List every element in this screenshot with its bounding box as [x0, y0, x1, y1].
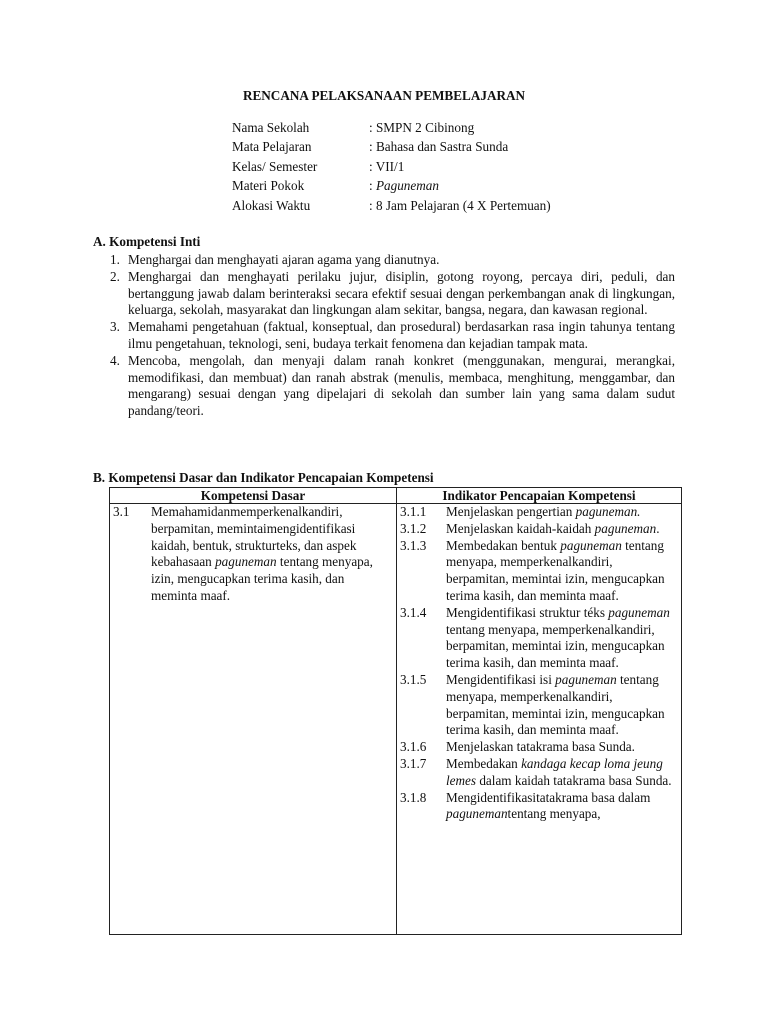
identity-value: : 8 Jam Pelajaran (4 X Pertemuan) [369, 197, 551, 213]
indicator-item [400, 739, 678, 756]
indicator-number: 3.1.6 [400, 739, 427, 755]
indicator-item [400, 605, 678, 672]
section-a-heading: A. Kompetensi Inti [93, 234, 201, 249]
table-row [110, 504, 682, 935]
list-number: 2. [110, 268, 120, 284]
list-number: 3. [110, 319, 120, 335]
indicator-number: 3.1.8 [400, 789, 427, 805]
identity-label: Mata Pelajaran [232, 139, 312, 155]
indicator-item [400, 521, 678, 538]
kd-cell [110, 504, 397, 935]
indicator-number: 3.1.3 [400, 537, 427, 553]
column-header-indicator: Indikator Pencapaian Kompetensi [397, 488, 682, 504]
identity-value-italic: Paguneman [375, 178, 439, 194]
identity-row [232, 198, 551, 217]
identity-row [232, 178, 551, 197]
indicator-text: Membedakan kandaga kecap loma jeung lemes dalam kaidah tatakrama basa Sunda. [446, 755, 672, 788]
competency-table [109, 487, 682, 935]
identity-label: Materi Pokok [232, 178, 305, 194]
indicator-item [400, 538, 678, 605]
identity-table [232, 120, 551, 217]
identity-row [232, 159, 551, 178]
identity-value [369, 178, 551, 197]
identity-label: Nama Sekolah [232, 120, 310, 135]
indicator-item [400, 790, 678, 824]
list-number: 4. [110, 352, 120, 368]
list-number: 1. [110, 252, 120, 267]
indicator-text: Menjelaskan tatakrama basa Sunda. [446, 739, 635, 755]
identity-value: : Bahasa dan Sastra Sunda [369, 139, 509, 155]
list-item [110, 319, 675, 353]
indicator-item [400, 672, 678, 739]
identity-row [232, 120, 551, 139]
indicator-item [400, 756, 678, 790]
kompetensi-inti-list [110, 252, 675, 420]
indicator-item [400, 504, 678, 521]
column-header-kd: Kompetensi Dasar [110, 488, 397, 504]
indicator-text: Membedakan bentuk paguneman tentang menyapa, memperkenalkandiri, berpamitan, memintai izin, mengucapkan terima kasih, dan meminta maaf. [446, 537, 665, 603]
identity-row [232, 139, 551, 158]
indicator-text: Menjelaskan kaidah-kaidah paguneman. [446, 520, 660, 536]
indicator-number: 3.1.4 [400, 604, 427, 620]
section-b-heading: B. Kompetensi Dasar dan Indikator Pencapaian Kompetensi [93, 470, 434, 485]
indicator-number: 3.1.1 [400, 504, 427, 519]
list-text: Mencoba, mengolah, dan menyaji dalam ranah konkret (menggunakan, mengurai, merangkai, memodifikasi, dan membuat) dan ranah abstrak (menulis, membaca, menghitung, menggambar, dan mengarang) sesuai dengan yang dipelajari di sekolah dan sumber lain yang sama dalam sudut pandang/teori. [128, 352, 675, 419]
identity-value-prefix: : [369, 178, 376, 194]
kd-item [113, 504, 393, 605]
kd-text-part: tentang menyapa, izin, mengucapkan terima kasih, dan meminta maaf. [151, 554, 373, 603]
list-item [110, 269, 675, 319]
identity-value: : VII/1 [369, 158, 405, 174]
list-item [110, 252, 675, 269]
indicator-cell [397, 504, 682, 935]
kd-number: 3.1 [113, 504, 130, 519]
list-text: Memahami pengetahuan (faktual, konseptual, dan prosedural) berdasarkan rasa ingin tahunya tentang ilmu pengetahuan, teknologi, seni, budaya terkait fenomena dan kejadian tampak mata. [128, 319, 675, 351]
list-text: Menghargai dan menghayati ajaran agama yang dianutnya. [128, 252, 440, 267]
kd-text-italic: paguneman [215, 554, 277, 570]
indicator-text: Mengidentifikasitatakrama basa dalam pagunemantentang menyapa, [446, 789, 651, 822]
indicator-number: 3.1.5 [400, 671, 427, 687]
indicator-text: Menjelaskan pengertian paguneman. [446, 504, 641, 519]
identity-label: Kelas/ Semester [232, 158, 318, 174]
indicator-text: Mengidentifikasi isi paguneman tentang menyapa, memperkenalkandiri, berpamitan, memintai izin, mengucapkan terima kasih, dan meminta maaf. [446, 671, 665, 738]
list-item [110, 353, 675, 420]
kd-text-part: Memahamidanmemperkenalkandiri, berpamitan, memintaimengidentifikasi kaidah, bentuk, strukturteks, dan aspek kebahasaan [151, 504, 357, 570]
identity-label: Alokasi Waktu [232, 197, 311, 213]
list-text: Menghargai dan menghayati perilaku jujur, disiplin, gotong royong, percaya diri, peduli, dan bertanggung jawab dalam berinteraksi secara efektif sesuai dengan perkembangan anak di lingkungan, keluarga, sekolah, masyarakat dan lingkungan alam sekitar, bangsa, negara, dan kawasan regional. [128, 268, 675, 318]
table-header-row [110, 488, 682, 504]
indicator-number: 3.1.7 [400, 755, 427, 771]
identity-value: : SMPN 2 Cibinong [369, 120, 475, 135]
kd-text [151, 504, 393, 605]
indicator-text: Mengidentifikasi struktur téks paguneman tentang menyapa, memperkenalkandiri, berpamitan, memintai izin, mengucapkan terima kasih, dan meminta maaf. [446, 604, 670, 671]
page-title: RENCANA PELAKSANAAN PEMBELAJARAN [242, 88, 526, 103]
indicator-number: 3.1.2 [400, 520, 427, 536]
